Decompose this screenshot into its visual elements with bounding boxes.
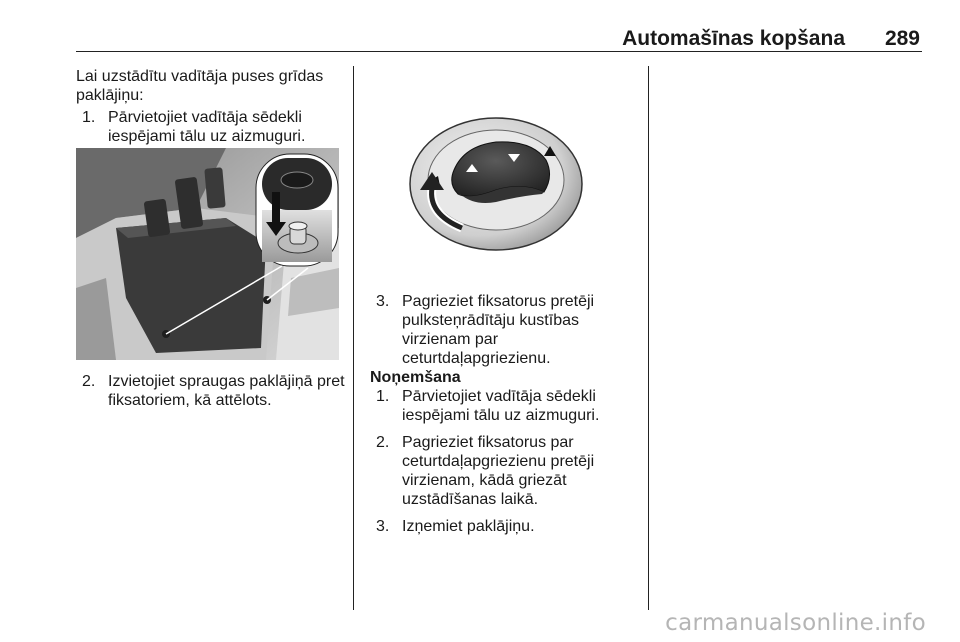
step-text: Izņemiet paklājiņu. bbox=[402, 518, 535, 535]
step-number: 2. bbox=[376, 434, 390, 451]
intro-text: Lai uzstādītu vadītāja puses grīdas paklājiņu: bbox=[76, 68, 324, 104]
left-column-top bbox=[76, 67, 342, 146]
page-header bbox=[0, 0, 960, 60]
step-number: 1. bbox=[376, 388, 390, 405]
list-item bbox=[376, 292, 646, 368]
header-rule bbox=[76, 51, 922, 52]
column-divider-right bbox=[648, 66, 649, 610]
removal-heading: Noņemšana bbox=[370, 369, 461, 386]
column-divider-left bbox=[353, 66, 354, 610]
step-text: Izvietojiet spraugas paklājiņā pret fiksatoriem, kā attēlots. bbox=[108, 373, 345, 409]
step-text: Pārvietojiet vadītāja sēdekli iespējami tālu uz aizmuguri. bbox=[108, 109, 306, 145]
step-text: Pagrieziet fiksatorus pretēji pulksteņrādītāju kustības virzienam par ceturtdaļapgriezienu. bbox=[402, 293, 595, 367]
page-number: 289 bbox=[884, 27, 920, 50]
watermark: carmanualsonline.info bbox=[665, 610, 926, 636]
step-number: 1. bbox=[82, 109, 96, 126]
step-number: 3. bbox=[376, 293, 390, 310]
section-title: Automašīnas kopšana bbox=[622, 27, 845, 50]
list-item bbox=[376, 433, 646, 509]
left-column-bottom bbox=[82, 372, 348, 410]
floor-mat-installation-illustration bbox=[76, 148, 339, 360]
step-text: Pagrieziet fiksatorus par ceturtdaļapgriezienu pretēji virzienam, kādā griezāt uzstādīšanas laikā. bbox=[402, 434, 595, 508]
retainer-knob-illustration bbox=[404, 110, 588, 258]
list-item bbox=[376, 517, 646, 536]
step-number: 3. bbox=[376, 518, 390, 535]
step-text: Pārvietojiet vadītāja sēdekli iespējami tālu uz aizmuguri. bbox=[402, 388, 600, 424]
step-number: 2. bbox=[82, 373, 96, 390]
list-item bbox=[82, 108, 342, 146]
list-item bbox=[82, 372, 348, 410]
list-item bbox=[376, 387, 646, 425]
middle-column bbox=[370, 292, 646, 536]
